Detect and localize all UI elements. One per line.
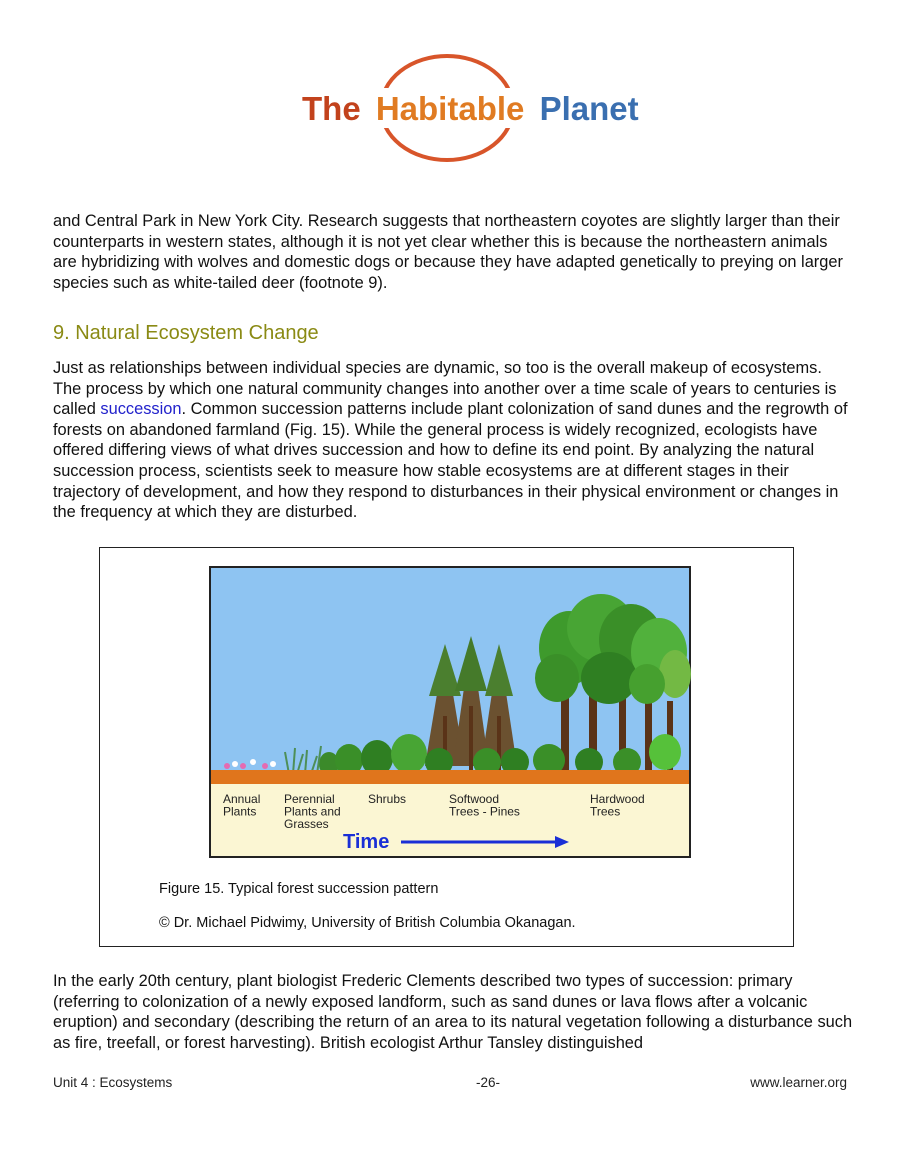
- ground-strip: [211, 770, 689, 784]
- stage-label-shrubs: Shrubs: [368, 792, 407, 806]
- paragraph-coyotes: and Central Park in New York City. Research suggests that northeastern coyotes are slightly larger than their counterparts in western states, although it is not yet clear whether this is because the northeastern animals are hybridizing with wolves and domestic dogs or because they have adapted genetically to preying on larger species such as white-tailed deer (footnote 9).: [53, 212, 843, 292]
- paragraph-succession-text-1: Just as relationships between individual species are dynamic, so too is the overall makeup of ecosystems. The process by which one natural community changes into another over a time scale of years to centuries is called: [53, 359, 837, 419]
- logo-word-habitable: Habitable: [375, 90, 525, 127]
- svg-text:The Habitable Planet: [302, 90, 639, 127]
- succession-diagram: [209, 566, 691, 858]
- footer-page-number: -26-: [476, 1075, 501, 1090]
- figure-15-box: [99, 547, 794, 947]
- figure-caption: Figure 15. Typical forest succession pattern: [159, 881, 439, 897]
- paragraph-succession-text-2: . Common succession patterns include plant colonization of sand dunes and the regrowth of forests on abandoned farmland (Fig. 15). While the general process is widely recognized, ecologists have offered differing views of what drives succession and how to define its end point. By analyzing the natural succession process, scientists seek to measure how stable ecosystems are at different stages in their trajectory of development, and how they respond to disturbances in their physical environment or changes in the frequency at which they are disturbed.: [53, 400, 848, 522]
- section-heading: 9. Natural Ecosystem Change: [53, 322, 319, 344]
- paragraph-clements: In the early 20th century, plant biologist Frederic Clements described two types of succession: primary (referring to colonization of a newly exposed landform, such as sand dunes or lava flows after a volcanic eruption) and secondary (describing the return of an area to its natural vegetation following a disturbance such as fire, treefall, or forest harvesting). British ecologist Arthur Tansley distinguished: [53, 972, 853, 1052]
- logo-word-the: The: [302, 90, 361, 127]
- stage-label-perennial: Perennial Plants and Grasses: [284, 792, 341, 831]
- stage-label-annual: Annual Plants: [223, 792, 261, 819]
- footer-unit: Unit 4 : Ecosystems: [53, 1075, 173, 1090]
- succession-link[interactable]: succession: [100, 400, 182, 419]
- stage-label-hardwood: Hardwood Trees: [590, 792, 645, 819]
- footer-website[interactable]: www.learner.org: [750, 1075, 847, 1090]
- paragraph-succession: [53, 358, 853, 523]
- figure-credit: © Dr. Michael Pidwimy, University of British Columbia Okanagan.: [159, 915, 576, 931]
- stage-label-softwood: Softwood Trees - Pines: [449, 792, 520, 819]
- time-label: Time: [343, 831, 390, 853]
- habitable-planet-logo: [296, 52, 639, 166]
- logo-word-planet: Planet: [539, 90, 639, 127]
